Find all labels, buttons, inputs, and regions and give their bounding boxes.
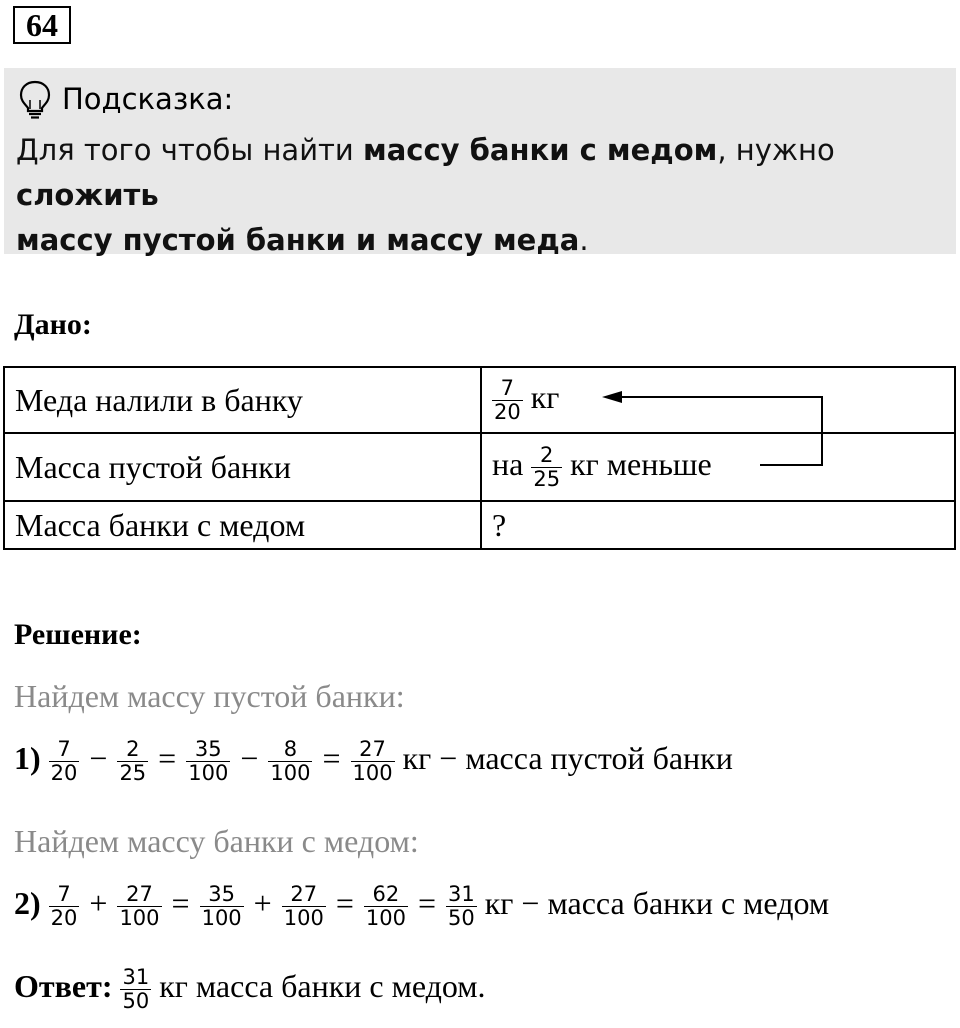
fraction: $\frac{31}{50}$ [448, 882, 475, 930]
row-label: Масса пустой банки [4, 433, 481, 501]
fraction: $\frac{2}{25}$ [119, 737, 147, 785]
fraction: $\frac{7}{20}$ [50, 882, 78, 930]
answer-text: кг масса банки с медом. [159, 967, 486, 1004]
hint-title: Подсказка: [62, 82, 234, 116]
fraction: $\frac{8}{100}$ [270, 737, 311, 785]
step2-equation: 2) $\frac{7}{20}$ + $\frac{27}{100}$ = $\frac{35}{100}$ + $\frac{27}{100}$ = $\frac{62}{100}$ = $\frac{31}{50}$ кг − масса банки с медом [14, 882, 830, 930]
fraction: $\frac{27}{100}$ [283, 882, 324, 930]
problem-number: 64 [13, 6, 71, 44]
fraction: $\frac{7}{20}$ [494, 375, 521, 424]
lightbulb-icon [18, 80, 52, 124]
row-value: $\frac{7}{20}$ кг [481, 367, 955, 433]
row-label: Масса банки с медом [4, 501, 481, 549]
given-heading: Дано: [14, 308, 92, 341]
relation-arrow [590, 385, 840, 475]
answer-label: Ответ: [14, 967, 113, 1004]
fraction: $\frac{62}{100}$ [365, 882, 406, 930]
fraction: $\frac{27}{100}$ [119, 882, 160, 930]
solution-heading: Решение: [14, 618, 142, 651]
fraction: $\frac{35}{100}$ [188, 737, 229, 785]
fraction: $\frac{31}{50}$ [122, 965, 150, 1013]
table-row [4, 501, 955, 549]
step2-description: Найдем массу банки с медом: [14, 823, 419, 859]
hint-text: Для того чтобы найти массу банки с медом, нужно сложить массу пустой банки и массу меда. [16, 133, 835, 257]
row-value: ? [481, 501, 955, 549]
step1-description: Найдем массу пустой банки: [14, 678, 405, 714]
answer [14, 966, 486, 1013]
fraction: $\frac{35}{100}$ [201, 882, 242, 930]
fraction: $\frac{27}{100}$ [352, 737, 393, 785]
step1-equation: 1) $\frac{7}{20}$ − $\frac{2}{25}$ = $\frac{35}{100}$ − $\frac{8}{100}$ = $\frac{27}{100}$ кг − масса пустой банки [14, 737, 733, 785]
fraction: $\frac{2}{25}$ [533, 442, 561, 491]
fraction: $\frac{7}{20}$ [50, 737, 78, 785]
row-value: на $\frac{2}{25}$ кг меньше [481, 433, 955, 501]
row-label: Меда налили в банку [4, 367, 481, 433]
hint-box [4, 68, 956, 257]
